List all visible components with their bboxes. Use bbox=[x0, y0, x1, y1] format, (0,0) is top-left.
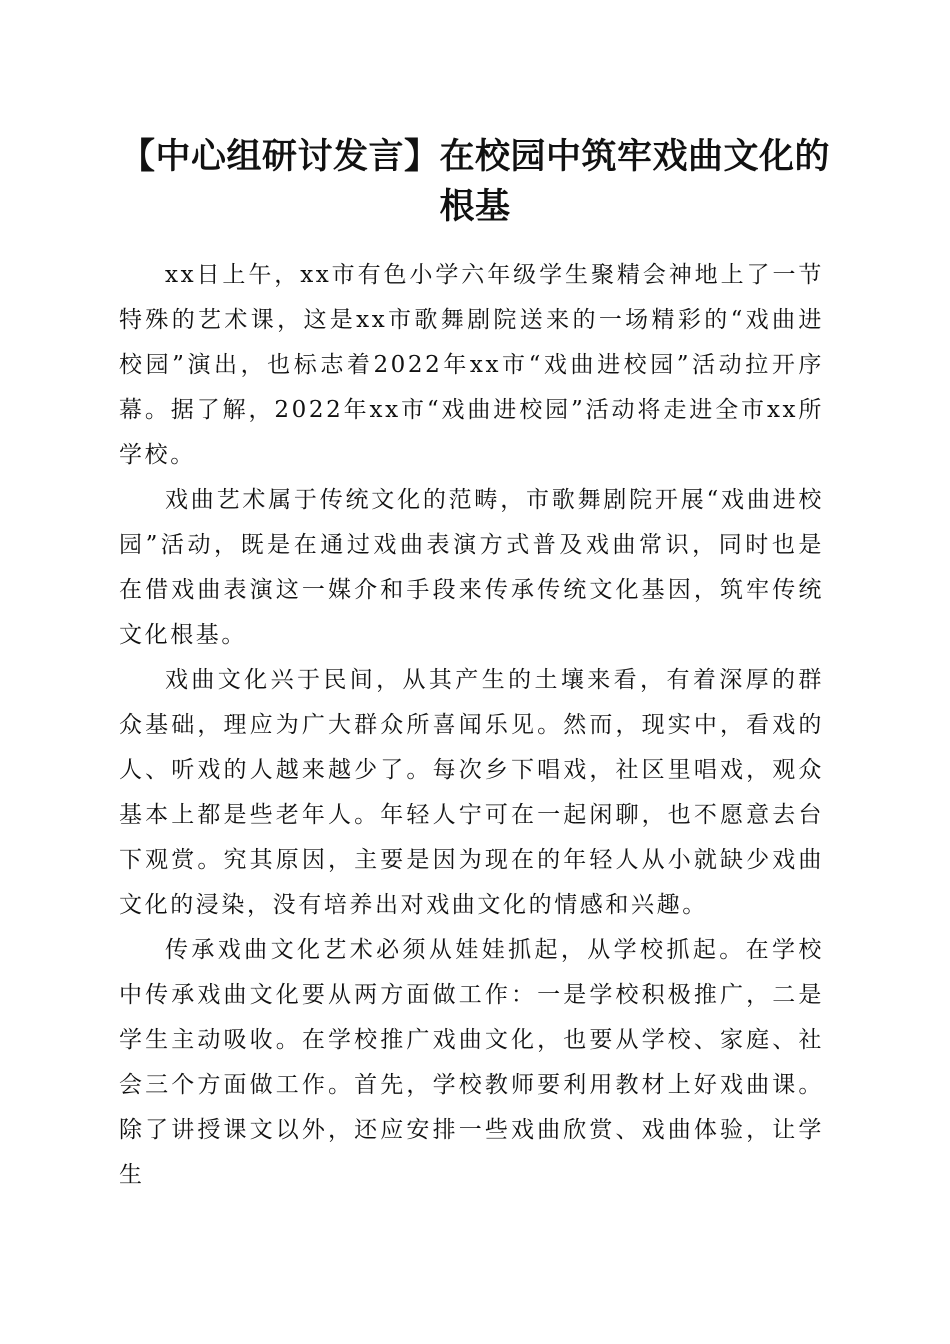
paragraph: 戏曲文化兴于民间，从其产生的土壤来看，有着深厚的群众基础，理应为广大群众所喜闻乐见。然而，现实中，看戏的人、听戏的人越来越少了。每次乡下唱戏，社区里唱戏，观众基本上都是些老年人。年轻人宁可在一起闲聊，也不愿意去台下观赏。究其原因，主要是因为现在的年轻人从小就缺少戏曲文化的浸染，没有培养出对戏曲文化的情感和兴趣。 bbox=[119, 667, 824, 918]
paragraph: xx日上午，xx市有色小学六年级学生聚精会神地上了一节特殊的艺术课，这是xx市歌舞剧院送来的一场精彩的“戏曲进校园”演出，也标志着2022年xx市“戏曲进校园”活动拉开序幕。据了解，2022年xx市“戏曲进校园”活动将走进全市xx所学校。 bbox=[119, 262, 824, 468]
paragraph: 戏曲艺术属于传统文化的范畴，市歌舞剧院开展“戏曲进校园”活动，既是在通过戏曲表演方式普及戏曲常识，同时也是在借戏曲表演这一媒介和手段来传承传统文化基因，筑牢传统文化根基。 bbox=[119, 487, 824, 648]
document-title: 【中心组研讨发言】在校园中筑牢戏曲文化的根基 bbox=[119, 137, 830, 227]
document-body bbox=[119, 253, 824, 1198]
paragraph: 传承戏曲文化艺术必须从娃娃抓起，从学校抓起。在学校中传承戏曲文化要从两方面做工作：一是学校积极推广，二是学生主动吸收。在学校推广戏曲文化，也要从学校、家庭、社会三个方面做工作。首先，学校教师要利用教材上好戏曲课。除了讲授课文以外，还应安排一些戏曲欣赏、戏曲体验，让学生 bbox=[119, 937, 824, 1188]
